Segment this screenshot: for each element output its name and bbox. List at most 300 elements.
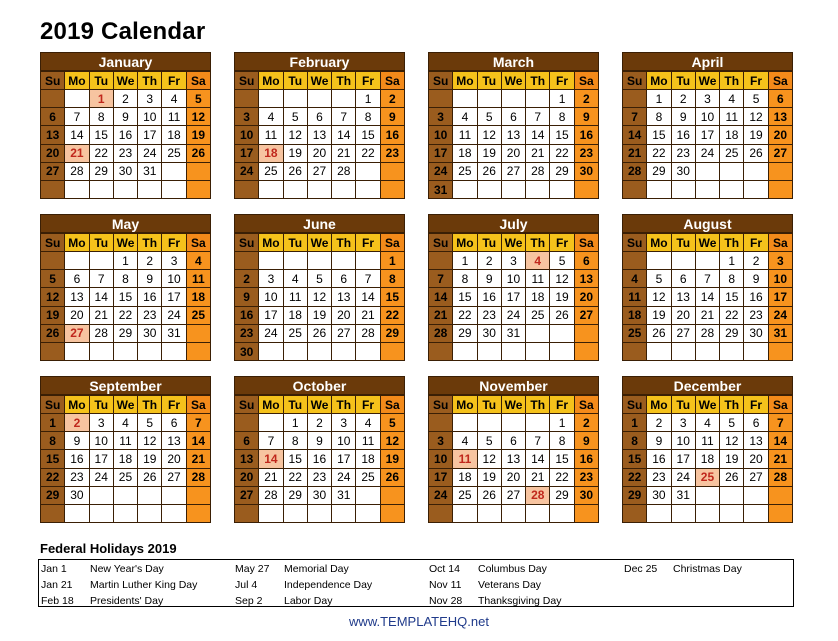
day-cell: 19 <box>41 306 65 324</box>
weekday-header: Th <box>526 234 550 252</box>
day-cell: 17 <box>138 126 162 144</box>
day-cell: 31 <box>332 486 356 504</box>
day-cell: 13 <box>768 108 792 126</box>
day-cell: 2 <box>647 414 671 432</box>
day-cell: 3 <box>89 414 113 432</box>
month-name: August <box>622 214 793 233</box>
day-cell: 27 <box>501 162 525 180</box>
weekday-header: Sa <box>380 234 404 252</box>
day-cell: 27 <box>744 468 768 486</box>
day-cell: 20 <box>501 144 525 162</box>
day-cell: 24 <box>138 144 162 162</box>
day-cell: 1 <box>453 252 477 270</box>
weekday-header: We <box>113 72 137 90</box>
day-cell: 5 <box>550 252 574 270</box>
day-cell: 23 <box>574 468 598 486</box>
day-cell: 11 <box>453 126 477 144</box>
day-cell: 17 <box>501 288 525 306</box>
day-cell <box>65 90 89 108</box>
day-cell: 20 <box>162 450 186 468</box>
day-cell <box>235 504 259 522</box>
day-cell <box>235 414 259 432</box>
holidays-title: Federal Holidays 2019 <box>40 541 177 556</box>
day-cell: 24 <box>162 306 186 324</box>
day-cell: 19 <box>283 144 307 162</box>
day-cell: 22 <box>41 468 65 486</box>
day-cell <box>501 180 525 198</box>
day-cell: 25 <box>623 324 647 342</box>
holiday-date: May 27 <box>235 563 270 575</box>
month-name: July <box>428 214 599 233</box>
day-cell: 30 <box>477 324 501 342</box>
day-cell: 8 <box>647 108 671 126</box>
weekday-header: We <box>501 72 525 90</box>
day-cell <box>332 180 356 198</box>
day-cell <box>41 252 65 270</box>
weekday-header: Tu <box>89 396 113 414</box>
day-cell: 27 <box>768 144 792 162</box>
day-cell <box>65 504 89 522</box>
day-cell <box>501 414 525 432</box>
day-cell: 24 <box>235 162 259 180</box>
day-cell: 4 <box>453 432 477 450</box>
weekday-header: Su <box>235 72 259 90</box>
day-cell: 6 <box>501 108 525 126</box>
day-cell: 19 <box>186 126 210 144</box>
day-cell: 1 <box>356 90 380 108</box>
day-cell: 10 <box>768 270 792 288</box>
day-cell: 10 <box>695 108 719 126</box>
weekday-header: Mo <box>259 396 283 414</box>
day-cell <box>574 324 598 342</box>
day-cell: 10 <box>259 288 283 306</box>
day-cell: 5 <box>744 90 768 108</box>
day-cell: 20 <box>501 468 525 486</box>
day-cell: 28 <box>356 324 380 342</box>
day-cell: 24 <box>259 324 283 342</box>
day-cell: 28 <box>623 162 647 180</box>
day-cell: 24 <box>501 306 525 324</box>
day-cell: 14 <box>429 288 453 306</box>
day-cell: 9 <box>574 108 598 126</box>
day-cell: 17 <box>695 126 719 144</box>
weekday-header: Su <box>623 234 647 252</box>
day-cell: 23 <box>477 306 501 324</box>
day-cell <box>429 414 453 432</box>
day-cell <box>720 504 744 522</box>
day-cell: 9 <box>671 108 695 126</box>
day-cell <box>113 342 137 360</box>
day-cell: 13 <box>307 126 331 144</box>
day-cell <box>89 504 113 522</box>
weekday-header: Tu <box>283 234 307 252</box>
weekday-header: We <box>501 396 525 414</box>
day-cell <box>501 342 525 360</box>
day-cell: 12 <box>720 432 744 450</box>
day-cell: 26 <box>647 324 671 342</box>
day-cell <box>768 504 792 522</box>
day-cell <box>113 504 137 522</box>
day-cell: 21 <box>332 144 356 162</box>
day-cell: 9 <box>138 270 162 288</box>
weekday-header: Fr <box>550 234 574 252</box>
day-cell: 29 <box>720 324 744 342</box>
day-cell <box>623 180 647 198</box>
day-cell: 10 <box>138 108 162 126</box>
day-cell <box>41 180 65 198</box>
day-cell: 11 <box>623 288 647 306</box>
month-name: March <box>428 52 599 71</box>
day-cell: 9 <box>744 270 768 288</box>
day-cell <box>501 90 525 108</box>
day-cell <box>186 504 210 522</box>
day-cell <box>162 342 186 360</box>
day-cell <box>453 342 477 360</box>
day-cell: 9 <box>380 108 404 126</box>
day-cell: 8 <box>113 270 137 288</box>
day-cell: 4 <box>113 414 137 432</box>
day-cell: 2 <box>138 252 162 270</box>
day-cell: 15 <box>41 450 65 468</box>
day-cell: 12 <box>307 288 331 306</box>
day-cell: 3 <box>332 414 356 432</box>
day-cell: 10 <box>429 450 453 468</box>
day-cell: 1 <box>720 252 744 270</box>
day-cell: 22 <box>550 468 574 486</box>
day-cell: 2 <box>113 90 137 108</box>
day-cell <box>41 90 65 108</box>
day-cell: 2 <box>65 414 89 432</box>
day-cell: 4 <box>283 270 307 288</box>
weekday-header: We <box>695 396 719 414</box>
day-cell: 30 <box>113 162 137 180</box>
day-cell: 20 <box>235 468 259 486</box>
day-cell: 14 <box>89 288 113 306</box>
day-cell: 20 <box>307 144 331 162</box>
day-cell <box>647 504 671 522</box>
day-cell: 29 <box>89 162 113 180</box>
day-cell: 7 <box>186 414 210 432</box>
day-cell <box>235 90 259 108</box>
day-cell: 30 <box>574 162 598 180</box>
day-cell: 18 <box>453 468 477 486</box>
weekday-header: Sa <box>186 72 210 90</box>
day-cell <box>65 180 89 198</box>
day-cell: 1 <box>380 252 404 270</box>
day-cell: 15 <box>453 288 477 306</box>
weekday-header: Mo <box>647 234 671 252</box>
day-cell: 23 <box>307 468 331 486</box>
day-cell <box>380 180 404 198</box>
day-cell: 26 <box>380 468 404 486</box>
day-cell: 11 <box>283 288 307 306</box>
footer-link[interactable]: www.TEMPLATEHQ.net <box>349 614 489 629</box>
day-cell: 9 <box>307 432 331 450</box>
day-cell: 3 <box>429 432 453 450</box>
day-cell: 16 <box>138 288 162 306</box>
day-cell: 25 <box>186 306 210 324</box>
day-cell: 1 <box>623 414 647 432</box>
day-cell: 4 <box>695 414 719 432</box>
weekday-header: Th <box>138 72 162 90</box>
day-cell <box>259 414 283 432</box>
day-cell: 20 <box>744 450 768 468</box>
day-cell <box>623 342 647 360</box>
day-cell: 28 <box>259 486 283 504</box>
day-cell: 14 <box>623 126 647 144</box>
day-cell <box>89 342 113 360</box>
day-cell: 24 <box>332 468 356 486</box>
day-cell: 1 <box>41 414 65 432</box>
day-cell: 6 <box>671 270 695 288</box>
weekday-header: Tu <box>671 234 695 252</box>
day-cell: 21 <box>89 306 113 324</box>
day-cell: 25 <box>720 144 744 162</box>
weekday-header: Mo <box>647 396 671 414</box>
day-cell <box>307 180 331 198</box>
day-cell <box>744 486 768 504</box>
weekday-header: Th <box>526 72 550 90</box>
month-october <box>234 376 405 523</box>
day-cell: 2 <box>307 414 331 432</box>
holiday-date: Feb 18 <box>41 595 74 607</box>
day-cell: 23 <box>113 144 137 162</box>
day-cell: 5 <box>647 270 671 288</box>
day-cell: 28 <box>429 324 453 342</box>
day-cell <box>453 90 477 108</box>
day-cell: 8 <box>720 270 744 288</box>
day-cell: 3 <box>695 90 719 108</box>
weekday-header: Th <box>138 396 162 414</box>
day-cell <box>113 180 137 198</box>
day-cell: 28 <box>768 468 792 486</box>
day-cell: 8 <box>41 432 65 450</box>
day-cell: 7 <box>695 270 719 288</box>
day-cell: 28 <box>186 468 210 486</box>
weekday-header: Mo <box>453 234 477 252</box>
day-cell: 20 <box>768 126 792 144</box>
holiday-name: Thanksgiving Day <box>478 595 562 607</box>
day-cell <box>671 504 695 522</box>
day-cell: 25 <box>356 468 380 486</box>
day-cell: 4 <box>720 90 744 108</box>
day-cell <box>259 504 283 522</box>
day-cell: 4 <box>526 252 550 270</box>
day-cell: 3 <box>501 252 525 270</box>
holiday-name: Presidents' Day <box>90 595 164 607</box>
day-cell <box>186 180 210 198</box>
day-cell: 19 <box>477 468 501 486</box>
day-cell: 18 <box>623 306 647 324</box>
day-cell: 12 <box>283 126 307 144</box>
day-cell: 17 <box>162 288 186 306</box>
day-cell <box>41 342 65 360</box>
day-cell <box>89 180 113 198</box>
day-cell: 10 <box>501 270 525 288</box>
month-december <box>622 376 793 523</box>
day-cell: 12 <box>380 432 404 450</box>
day-cell <box>526 324 550 342</box>
day-cell <box>380 504 404 522</box>
page-title: 2019 Calendar <box>40 18 206 45</box>
day-cell: 7 <box>259 432 283 450</box>
day-cell: 29 <box>113 324 137 342</box>
day-cell <box>307 342 331 360</box>
weekday-header: Tu <box>283 396 307 414</box>
day-cell: 7 <box>429 270 453 288</box>
day-cell: 24 <box>89 468 113 486</box>
weekday-header: Fr <box>356 234 380 252</box>
weekday-header: Mo <box>65 72 89 90</box>
day-cell: 2 <box>235 270 259 288</box>
day-cell: 26 <box>720 468 744 486</box>
day-cell: 5 <box>477 432 501 450</box>
day-cell: 18 <box>720 126 744 144</box>
day-cell: 15 <box>356 126 380 144</box>
day-cell <box>647 342 671 360</box>
day-cell: 18 <box>113 450 137 468</box>
day-cell: 2 <box>574 90 598 108</box>
day-cell: 17 <box>89 450 113 468</box>
day-cell: 28 <box>65 162 89 180</box>
day-cell: 31 <box>501 324 525 342</box>
weekday-header: Mo <box>65 396 89 414</box>
day-cell: 15 <box>720 288 744 306</box>
day-cell <box>429 252 453 270</box>
day-cell: 29 <box>647 162 671 180</box>
day-cell: 4 <box>356 414 380 432</box>
day-cell: 8 <box>453 270 477 288</box>
day-cell: 25 <box>283 324 307 342</box>
day-cell <box>65 252 89 270</box>
day-cell: 8 <box>356 108 380 126</box>
day-cell: 6 <box>41 108 65 126</box>
weekday-header: Sa <box>574 72 598 90</box>
day-cell: 4 <box>186 252 210 270</box>
weekday-header: Sa <box>380 72 404 90</box>
day-cell: 19 <box>380 450 404 468</box>
weekday-header: Fr <box>550 72 574 90</box>
weekday-header: Tu <box>89 72 113 90</box>
day-cell: 27 <box>235 486 259 504</box>
weekday-header: Su <box>429 72 453 90</box>
day-cell <box>526 90 550 108</box>
day-cell: 22 <box>356 144 380 162</box>
day-cell: 26 <box>550 306 574 324</box>
day-cell: 11 <box>453 450 477 468</box>
day-cell: 24 <box>695 144 719 162</box>
day-cell <box>768 342 792 360</box>
day-cell <box>429 90 453 108</box>
month-august <box>622 214 793 361</box>
day-cell: 14 <box>332 126 356 144</box>
day-cell: 1 <box>283 414 307 432</box>
day-cell: 4 <box>453 108 477 126</box>
day-cell: 22 <box>113 306 137 324</box>
day-cell <box>283 252 307 270</box>
holiday-date: Dec 25 <box>624 563 658 575</box>
day-cell: 18 <box>283 306 307 324</box>
day-cell <box>695 180 719 198</box>
day-cell: 1 <box>647 90 671 108</box>
day-cell: 21 <box>259 468 283 486</box>
day-cell <box>477 414 501 432</box>
weekday-header: Tu <box>477 234 501 252</box>
weekday-header: Su <box>429 396 453 414</box>
weekday-header: Th <box>332 396 356 414</box>
day-cell <box>259 90 283 108</box>
day-cell: 6 <box>574 252 598 270</box>
day-cell: 21 <box>186 450 210 468</box>
day-cell <box>89 486 113 504</box>
day-cell: 2 <box>671 90 695 108</box>
day-cell <box>356 180 380 198</box>
day-cell: 7 <box>89 270 113 288</box>
day-cell: 18 <box>356 450 380 468</box>
day-cell: 2 <box>477 252 501 270</box>
weekday-header: We <box>307 396 331 414</box>
month-name: January <box>40 52 211 71</box>
day-cell: 25 <box>259 162 283 180</box>
weekday-header: Su <box>41 396 65 414</box>
day-cell: 4 <box>623 270 647 288</box>
day-cell <box>720 162 744 180</box>
day-cell: 3 <box>138 90 162 108</box>
day-cell: 16 <box>235 306 259 324</box>
day-cell: 12 <box>647 288 671 306</box>
day-cell: 13 <box>574 270 598 288</box>
day-cell: 28 <box>89 324 113 342</box>
day-cell <box>526 342 550 360</box>
day-cell: 26 <box>477 162 501 180</box>
day-cell: 7 <box>768 414 792 432</box>
day-cell: 26 <box>744 144 768 162</box>
day-cell: 19 <box>138 450 162 468</box>
day-cell: 19 <box>477 144 501 162</box>
day-cell: 13 <box>162 432 186 450</box>
day-cell: 11 <box>720 108 744 126</box>
weekday-header: Su <box>623 72 647 90</box>
day-cell <box>162 180 186 198</box>
day-cell: 25 <box>695 468 719 486</box>
day-cell: 3 <box>768 252 792 270</box>
day-cell: 7 <box>526 108 550 126</box>
day-cell: 14 <box>695 288 719 306</box>
day-cell: 21 <box>768 450 792 468</box>
day-cell: 23 <box>574 144 598 162</box>
day-cell <box>574 180 598 198</box>
day-cell <box>186 324 210 342</box>
day-cell <box>307 252 331 270</box>
day-cell: 22 <box>623 468 647 486</box>
day-cell: 15 <box>550 126 574 144</box>
day-cell: 12 <box>138 432 162 450</box>
day-cell: 18 <box>695 450 719 468</box>
day-cell <box>550 504 574 522</box>
day-cell: 1 <box>550 90 574 108</box>
day-cell: 17 <box>259 306 283 324</box>
day-cell <box>332 252 356 270</box>
day-cell <box>671 342 695 360</box>
weekday-header: Sa <box>186 234 210 252</box>
weekday-header: Mo <box>453 396 477 414</box>
day-cell <box>380 162 404 180</box>
day-cell: 28 <box>526 162 550 180</box>
day-cell: 5 <box>307 270 331 288</box>
holiday-date: Nov 28 <box>429 595 463 607</box>
day-cell: 22 <box>89 144 113 162</box>
day-cell: 21 <box>65 144 89 162</box>
